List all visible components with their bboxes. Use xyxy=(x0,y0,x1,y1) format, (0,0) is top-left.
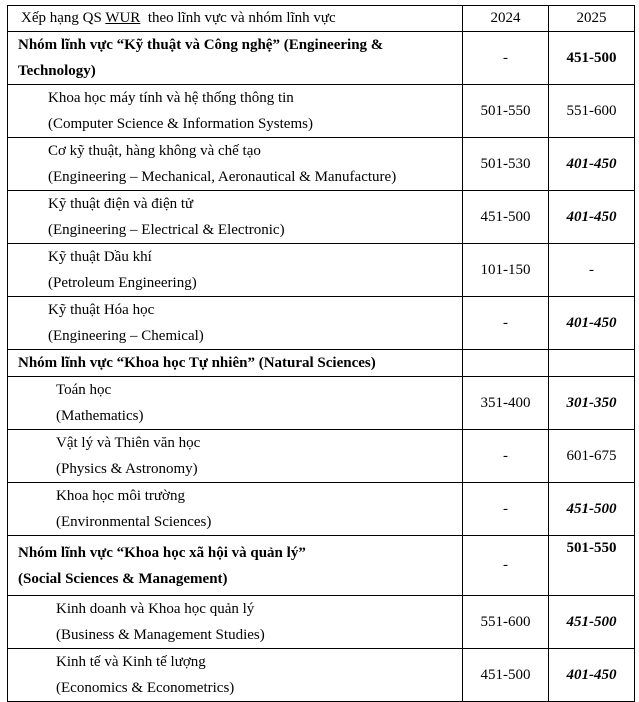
value-2025: 551-600 xyxy=(549,85,635,138)
header-year-2025: 2025 xyxy=(549,6,635,32)
field-label-cell xyxy=(8,596,463,649)
table-row xyxy=(8,430,635,483)
field-name: Vật lý và Thiên văn học xyxy=(56,435,201,451)
table-row xyxy=(8,138,635,191)
value-2025: 401-450 xyxy=(549,649,635,702)
field-name-english: (Mathematics) xyxy=(56,408,144,424)
table-row xyxy=(8,32,635,85)
field-name: Kỹ thuật điện và điện tử xyxy=(48,196,194,212)
field-name: Khoa học môi trường xyxy=(56,488,185,504)
field-name-english: (Environmental Sciences) xyxy=(56,514,212,530)
group-label-line1: Nhóm lĩnh vực “Khoa học xã hội và quản lý” xyxy=(18,544,306,561)
value-2024: - xyxy=(463,297,549,350)
field-label-cell xyxy=(8,191,463,244)
value-2025: 401-450 xyxy=(549,138,635,191)
value-2024: - xyxy=(463,483,549,536)
value-2025 xyxy=(549,350,635,377)
value-2024: - xyxy=(463,536,549,596)
group-label-cell xyxy=(8,350,463,377)
ranking-table xyxy=(7,5,635,702)
header-year-2024: 2024 xyxy=(463,6,549,32)
field-name: Kỹ thuật Dầu khí xyxy=(48,249,152,265)
field-name: Khoa học máy tính và hệ thống thông tin xyxy=(48,90,294,106)
value-2025: 451-500 xyxy=(549,32,635,85)
table-row xyxy=(8,649,635,702)
value-2024: 101-150 xyxy=(463,244,549,297)
value-2024: 551-600 xyxy=(463,596,549,649)
table-row xyxy=(8,483,635,536)
value-2025: 451-500 xyxy=(549,596,635,649)
value-2024: - xyxy=(463,430,549,483)
field-name-english: (Computer Science & Information Systems) xyxy=(48,116,313,132)
table-row xyxy=(8,297,635,350)
group-label-cell xyxy=(8,536,463,596)
field-label-cell xyxy=(8,377,463,430)
field-name-english: (Engineering – Chemical) xyxy=(48,328,204,344)
table-row xyxy=(8,350,635,377)
field-name: Kỹ thuật Hóa học xyxy=(48,302,155,318)
field-label-cell xyxy=(8,430,463,483)
group-label-cell xyxy=(8,32,463,85)
value-2024 xyxy=(463,350,549,377)
table-row xyxy=(8,191,635,244)
field-label-cell xyxy=(8,483,463,536)
header-title-underlined: WUR xyxy=(105,10,141,26)
field-name-english: (Physics & Astronomy) xyxy=(56,461,198,477)
group-label-line2: Technology) xyxy=(18,63,96,79)
field-name-english: (Business & Management Studies) xyxy=(56,627,265,643)
header-title-cell xyxy=(8,6,463,32)
table-row xyxy=(8,244,635,297)
value-2024: 501-550 xyxy=(463,85,549,138)
value-2025: 301-350 xyxy=(549,377,635,430)
field-name-english: (Economics & Econometrics) xyxy=(56,680,235,696)
value-2025-text: 501-550 xyxy=(566,540,617,556)
value-2025: 451-500 xyxy=(549,483,635,536)
value-2024: 451-500 xyxy=(463,191,549,244)
table-row xyxy=(8,85,635,138)
field-name-english: (Engineering – Mechanical, Aeronautical & Manufacture) xyxy=(48,169,397,185)
value-2024: 351-400 xyxy=(463,377,549,430)
field-label-cell xyxy=(8,85,463,138)
table-row xyxy=(8,536,635,596)
field-name: Toán học xyxy=(56,382,112,398)
header-title-prefix: Xếp hạng QS xyxy=(21,10,106,26)
value-2024: 501-530 xyxy=(463,138,549,191)
table-row xyxy=(8,596,635,649)
value-2025: 401-450 xyxy=(549,191,635,244)
group-label-line1: Nhóm lĩnh vực “Kỹ thuật và Công nghệ” (Engineering & xyxy=(18,37,384,53)
field-name: Cơ kỹ thuật, hàng không và chế tạo xyxy=(48,143,261,159)
field-name-english: (Petroleum Engineering) xyxy=(48,275,197,291)
field-label-cell xyxy=(8,297,463,350)
value-2025: 601-675 xyxy=(549,430,635,483)
group-label-line2: (Social Sciences & Management) xyxy=(18,570,228,587)
field-name: Kinh doanh và Khoa học quản lý xyxy=(56,601,255,617)
field-name-english: (Engineering – Electrical & Electronic) xyxy=(48,222,285,238)
header-row xyxy=(8,6,635,32)
header-title-suffix: theo lĩnh vực và nhóm lĩnh vực xyxy=(140,10,336,26)
field-label-cell xyxy=(8,649,463,702)
field-name: Kinh tế và Kinh tế lượng xyxy=(56,654,206,670)
value-2025: - xyxy=(549,244,635,297)
table-row xyxy=(8,377,635,430)
value-2025 xyxy=(549,536,635,596)
value-2024: 451-500 xyxy=(463,649,549,702)
value-2024: - xyxy=(463,32,549,85)
field-label-cell xyxy=(8,138,463,191)
group-label-line1: Nhóm lĩnh vực “Khoa học Tự nhiên” (Natural Sciences) xyxy=(18,355,376,371)
field-label-cell xyxy=(8,244,463,297)
value-2025: 401-450 xyxy=(549,297,635,350)
